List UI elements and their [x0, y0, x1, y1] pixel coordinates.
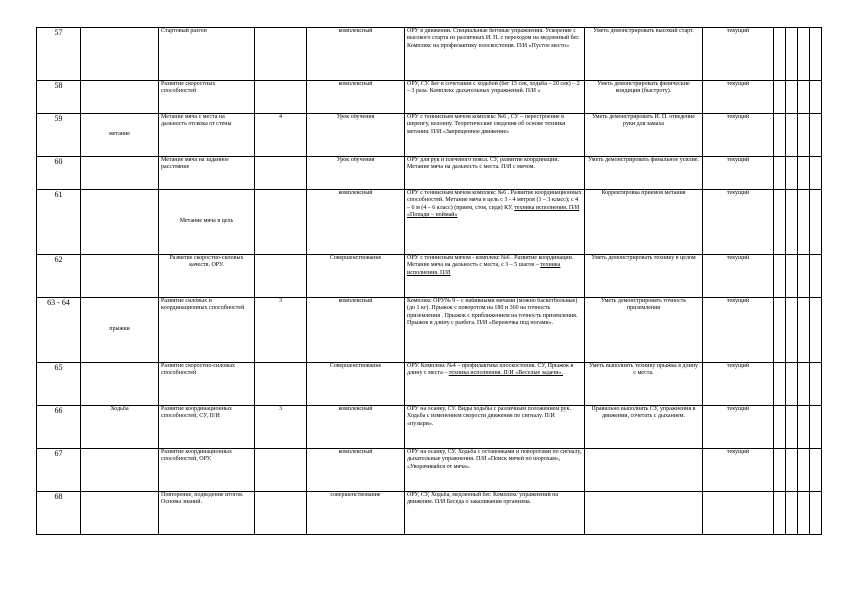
- row-control: текущий: [703, 28, 774, 81]
- row-content-text: ОРУ с теннисным мячом - комплекс №6 . Развитие координации. Метание мяча на дальность с места, с 3 – 5 шагов –: [407, 255, 574, 269]
- row-empty-cell: [786, 190, 798, 255]
- row-skill: Правильно выполнять СУ, упражнения в движении, сочетать с дыханием.: [585, 406, 703, 449]
- table-row: [37, 298, 822, 363]
- row-lesson-type: Совершенствование: [307, 255, 405, 298]
- row-skill: [585, 449, 703, 492]
- row-content: [405, 449, 585, 492]
- row-empty-cell: [774, 81, 786, 114]
- row-empty-cell: [798, 363, 810, 406]
- row-section: [81, 449, 159, 492]
- row-number: 58: [37, 81, 81, 114]
- row-content-text: Комплекс ОРУ№ 9 – с набивными мячами (можно баскетбольные) (до 1 кг). Прыжок с поворотом на 180 и 360 на точность приземления . Прыжок с приближением на точность приземления. Прыжок в длину с разбега. П/И «Веревочка под ногами».: [407, 298, 578, 326]
- row-lesson-type: комплексный: [307, 190, 405, 255]
- table-row: [37, 81, 822, 114]
- row-empty-cell: [774, 449, 786, 492]
- row-content: [405, 298, 585, 363]
- row-empty-cell: [798, 255, 810, 298]
- row-empty-cell: [810, 449, 822, 492]
- row-empty-cell: [786, 255, 798, 298]
- row-empty-cell: [786, 449, 798, 492]
- row-topic: Развитие скоростных способностей: [159, 81, 255, 114]
- row-empty-cell: [798, 190, 810, 255]
- row-hours: [255, 157, 307, 190]
- row-lesson-type: комплексный: [307, 81, 405, 114]
- row-topic: Развитие скоростно-силовых качеств. ОРУ.: [159, 255, 255, 298]
- row-content-underlined: техника исполнения. П/И «Веселые задачи».: [448, 370, 563, 377]
- row-lesson-type: комплексный: [307, 298, 405, 363]
- row-lesson-type: комплексный: [307, 406, 405, 449]
- row-empty-cell: [798, 81, 810, 114]
- row-section: Ходьба: [81, 406, 159, 449]
- row-empty-cell: [810, 298, 822, 363]
- row-control: текущий: [703, 298, 774, 363]
- row-empty-cell: [786, 81, 798, 114]
- row-topic: Развитие координационных способностей, ОРУ.: [159, 449, 255, 492]
- row-number: 68: [37, 492, 81, 535]
- row-control: текущий: [703, 406, 774, 449]
- row-content-text: ОРУ с теннисным мячом комплекс №6 . Развитие координационных способностей. Метание мяча в цель с 3 - 4 метров (1 – 3 класс); с 4 – 6 м (4 – 6 класс) (прием, стоя, сидя) КУ,: [407, 190, 582, 211]
- row-content: [405, 190, 585, 255]
- row-content: [405, 157, 585, 190]
- row-empty-cell: [774, 114, 786, 157]
- row-number: 66: [37, 406, 81, 449]
- row-control: текущий: [703, 449, 774, 492]
- row-skill: Уметь демонстрировать финальное усилие.: [585, 157, 703, 190]
- table-row: [37, 157, 822, 190]
- row-skill: Уметь демонстрировать физические кондиции (быстроту).: [585, 81, 703, 114]
- row-empty-cell: [810, 406, 822, 449]
- row-hours: [255, 81, 307, 114]
- row-empty-cell: [786, 298, 798, 363]
- row-content: [405, 114, 585, 157]
- row-hours: [255, 492, 307, 535]
- row-content: [405, 255, 585, 298]
- lesson-plan-table: [36, 27, 822, 535]
- row-number: 60: [37, 157, 81, 190]
- row-content: [405, 363, 585, 406]
- row-content-text: ОРУ на осанку, СУ. Ходьба с остановками и поворотами по сигналу, дыхательные упражнения. П/И «Поиск мячей по шорохам», «Уворачивайся от мяча».: [407, 449, 582, 470]
- row-hours: 3: [255, 406, 307, 449]
- row-topic: Повторение, подведение итогов. Основы знаний.: [159, 492, 255, 535]
- row-lesson-type: Урок обучения: [307, 114, 405, 157]
- row-empty-cell: [810, 363, 822, 406]
- row-section: [81, 28, 159, 81]
- row-hours: [255, 255, 307, 298]
- row-empty-cell: [798, 114, 810, 157]
- row-empty-cell: [810, 255, 822, 298]
- row-number: 57: [37, 28, 81, 81]
- row-section: [81, 492, 159, 535]
- row-lesson-type: комплексный: [307, 28, 405, 81]
- row-number: 61: [37, 190, 81, 255]
- row-hours: 3: [255, 298, 307, 363]
- table-row: [37, 28, 822, 81]
- row-topic: Стартовый разгон: [159, 28, 255, 81]
- row-content-text: ОРУ в движении. Специальные беговые упражнения. Ускорение с высокого старта из различных И. П. с переходом на медленный бег. Комплекс на профилактику плоскостопия. П/И «Пустое место»: [407, 28, 580, 49]
- row-topic: Метание мяча с места на дальность отскока от стены: [159, 114, 255, 157]
- row-empty-cell: [810, 492, 822, 535]
- row-empty-cell: [774, 255, 786, 298]
- row-content: [405, 28, 585, 81]
- row-empty-cell: [786, 157, 798, 190]
- table-row: [37, 363, 822, 406]
- row-control: текущий: [703, 157, 774, 190]
- row-lesson-type: комплексный: [307, 449, 405, 492]
- row-content-underlined: техника исполнения. П/И «Попади – поймай»: [407, 204, 580, 218]
- row-topic: Развитие координационных способностей, СУ, П/И: [159, 406, 255, 449]
- row-empty-cell: [786, 406, 798, 449]
- table-row: [37, 190, 822, 255]
- row-empty-cell: [774, 298, 786, 363]
- row-content-text: ОРУ. Комплекс №4 – профилактика плоскостопия. СУ, Прыжок в длину с места –: [407, 363, 574, 377]
- row-content: [405, 492, 585, 535]
- row-content-underlined: техника исполнения. П/И: [407, 262, 561, 276]
- row-empty-cell: [798, 406, 810, 449]
- row-number: 63 - 64: [37, 298, 81, 363]
- row-content-text: ОРУ с теннисным мячом комплекс №6 , СУ – перестроение в шеренгу, колонну. Теоретические сведения об основе техники метания. П/И «Запрещенное движение»: [407, 114, 566, 135]
- row-hours: [255, 363, 307, 406]
- row-empty-cell: [798, 449, 810, 492]
- row-hours: 4: [255, 114, 307, 157]
- row-content-text: ОРУ на осанку, СУ. Виды ходьбы с различным положением рук. Ходьба с изменением скорости движения по сигналу. П/И «пузыри».: [407, 406, 571, 427]
- row-number: 62: [37, 255, 81, 298]
- row-section: прыжки: [81, 298, 159, 363]
- row-empty-cell: [786, 492, 798, 535]
- row-section: метание: [81, 114, 159, 157]
- row-hours: [255, 28, 307, 81]
- table-row: [37, 406, 822, 449]
- table-row: [37, 492, 822, 535]
- row-topic: Развитие силовых и координационных способностей: [159, 298, 255, 363]
- row-empty-cell: [810, 28, 822, 81]
- row-control: текущий: [703, 114, 774, 157]
- row-skill: Уметь демонстрировать точность приземления: [585, 298, 703, 363]
- row-topic: Метание мяча на заданное расстояние: [159, 157, 255, 190]
- row-content: [405, 406, 585, 449]
- row-control: [703, 492, 774, 535]
- row-control: текущий: [703, 363, 774, 406]
- row-empty-cell: [798, 157, 810, 190]
- row-lesson-type: Урок обучения: [307, 157, 405, 190]
- row-topic: Метание мяча в цель: [159, 190, 255, 255]
- row-empty-cell: [786, 363, 798, 406]
- row-empty-cell: [774, 190, 786, 255]
- row-hours: [255, 190, 307, 255]
- row-skill: Уметь демонстрировать технику в целом: [585, 255, 703, 298]
- row-empty-cell: [798, 492, 810, 535]
- row-content-text: ОРУ, СУ. Бег в сочетании с ходьбой (бег 15 сек, ходьба – 20 сек) – 2 – 3 раза. Комплекс дыхательных упражнений. П/И «: [407, 81, 580, 95]
- row-empty-cell: [774, 492, 786, 535]
- row-skill: Уметь демонстрировать И. П. отведение руки для замаха: [585, 114, 703, 157]
- row-empty-cell: [810, 190, 822, 255]
- row-hours: [255, 449, 307, 492]
- row-empty-cell: [810, 114, 822, 157]
- row-empty-cell: [810, 81, 822, 114]
- row-number: 65: [37, 363, 81, 406]
- row-empty-cell: [786, 114, 798, 157]
- row-empty-cell: [774, 406, 786, 449]
- row-skill: Уметь выполнять технику прыжка в длину с места.: [585, 363, 703, 406]
- row-control: текущий: [703, 255, 774, 298]
- row-section: [81, 255, 159, 298]
- table-row: [37, 255, 822, 298]
- row-empty-cell: [786, 28, 798, 81]
- row-number: 59: [37, 114, 81, 157]
- row-content: [405, 81, 585, 114]
- row-empty-cell: [774, 363, 786, 406]
- row-topic: Развитие скоростно-силовых способностей: [159, 363, 255, 406]
- row-empty-cell: [774, 28, 786, 81]
- row-empty-cell: [810, 157, 822, 190]
- row-number: 67: [37, 449, 81, 492]
- row-control: текущий: [703, 190, 774, 255]
- row-empty-cell: [798, 28, 810, 81]
- table-row: [37, 449, 822, 492]
- row-section: [81, 81, 159, 114]
- row-control: текущий: [703, 81, 774, 114]
- row-lesson-type: совершенствование: [307, 492, 405, 535]
- row-skill: Уметь демонстрировать высокий старт.: [585, 28, 703, 81]
- row-section: [81, 190, 159, 255]
- row-section: [81, 157, 159, 190]
- table-row: [37, 114, 822, 157]
- row-lesson-type: Совершенствование: [307, 363, 405, 406]
- row-empty-cell: [774, 157, 786, 190]
- row-section: [81, 363, 159, 406]
- row-content-text: ОРУ для рук и плечевого пояса. СУ, развитие координации. Метание мяча на дальность с места. П/И с мячом.: [407, 157, 559, 171]
- row-content-text: ОРУ, СУ, Ходьба, медленный бег. Комплекс упражнений на движение. П/И Беседа о закаливании организма.: [407, 492, 559, 506]
- row-empty-cell: [798, 298, 810, 363]
- row-skill: [585, 492, 703, 535]
- row-skill: Корректировка приемов метания: [585, 190, 703, 255]
